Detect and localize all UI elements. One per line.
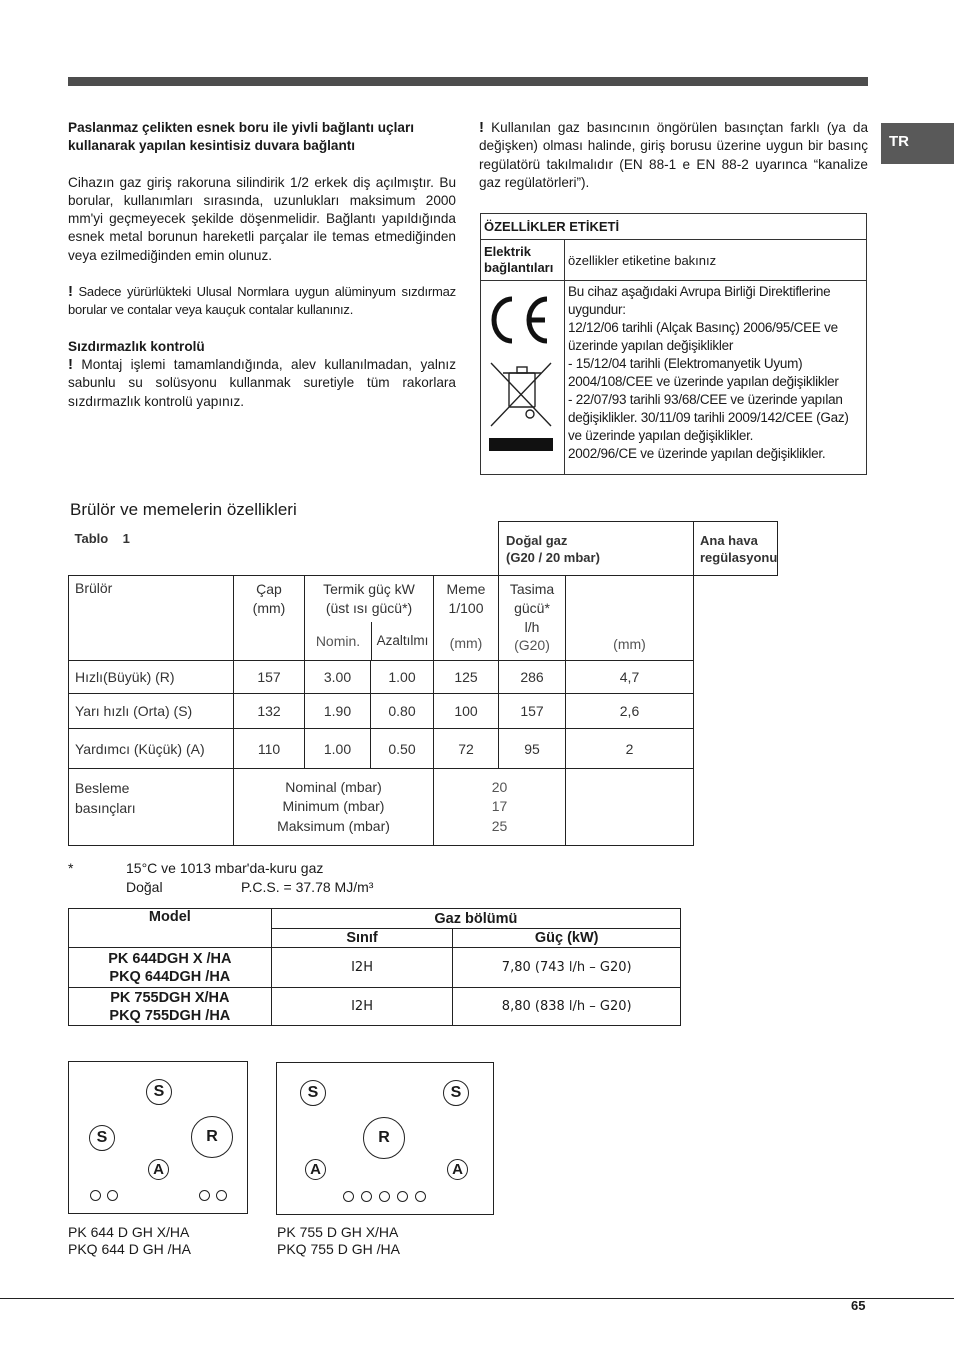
col-burner: Brülör — [69, 576, 234, 661]
col-thermal-sub — [305, 622, 433, 660]
col-diameter: Çap (mm) — [234, 576, 305, 661]
knob-icon — [90, 1190, 101, 1201]
knob-icon — [379, 1191, 390, 1202]
burner-semi-rapid: S — [443, 1080, 469, 1106]
gas-header: Gaz bölümü — [271, 909, 680, 929]
supply-names: Nominal (mbar) Minimum (mbar) Maksimum (mbar) — [234, 769, 434, 846]
burner-auxiliary: A — [148, 1159, 169, 1180]
knob-icon — [107, 1190, 118, 1201]
supply-empty — [566, 769, 694, 846]
row-flow: 95 — [499, 729, 566, 769]
row-reduced: 0.50 — [371, 729, 434, 769]
model-power: 7,80 (743 l/h – G20) — [453, 948, 681, 988]
hob-diagram-5-burner — [276, 1062, 494, 1215]
pressure-note-text: Kullanılan gaz basıncının öngörülen basınçtan farklı (ya da değişken) olması halinde, giriş borusu üzerine uygun bir basınç regülatörü takılmalıdır (EN 88-1 e EN 88-2 uyarınca “kanalize gaz regülatörleri”). — [479, 120, 869, 190]
spec-title: ÖZELLİKLER ETİKETİ — [481, 214, 867, 240]
spec-directives: Bu cihaz aşağıdaki Avrupa Birliği Direktiflerine uygundur: 12/12/06 tarihli (Alçak Basınç) 2006/95/CEE ve üzerinde yapılan değişiklikler - 15/12/04 tarihli (Elektromanyetik Uyum) 2004/108/CEE ve üzerinde yapılan değişiklikler - 22/07/93 tarihli 93/68/CEE ve üzerinde yapılan değişiklikler. 30/11/09 tarihli 2009/142/CEE (Gaz) ve üzerinde yapılan değişiklikler. 2002/96/CE ve üzerinde yapılan değişiklikler. — [565, 281, 867, 475]
model-header: Model — [69, 909, 272, 948]
row-nozzle: 125 — [434, 661, 499, 694]
model-power: 8,80 (838 l/h – G20) — [453, 988, 681, 1026]
burner-table — [68, 521, 778, 846]
row-air: 2,6 — [566, 694, 694, 729]
natural-gas-header: Doğal gaz (G20 / 20 mbar) — [499, 522, 694, 576]
language-tab: TR — [881, 123, 954, 164]
footnote-gas: Doğal — [126, 879, 163, 895]
connection-paragraph: Cihazın gaz giriş rakoruna silindirik 1/2 erkek diş açılmıştır. Bu borular, kullanımları sırasında, uzunlukları maksimum 2000 mm'yi geçmeyecek şekilde döşenmelidir. Bağlantı yapıldığında esnek metal borunun hareketli parçalar ile temas etmediğinden veya ezilmediğinden emin olunuz. — [68, 174, 456, 263]
col-nomin: Nomin. — [315, 633, 361, 649]
table-row — [69, 988, 681, 1026]
col-nozzle-title: Meme 1/100 — [446, 581, 486, 616]
connection-heading: Paslanmaz çelikten esnek boru ile yivli bağlantı uçları kullanarak yapılan kesintisiz duvara bağlantı — [68, 120, 415, 154]
col-flow-unit: (G20) — [514, 637, 550, 653]
col-flow — [499, 576, 566, 661]
diagram-caption: PK 644 D GH X/HA PKQ 644 D GH /HA — [68, 1224, 191, 1257]
footnote-pcs: P.C.S. = 37.78 MJ/m³ — [241, 879, 374, 895]
class-header: Sınıf — [271, 929, 453, 948]
seal-text: Sadece yürürlükteki Ulusal Normlara uygun alüminyum sızdırmaz borular ve contalar veya kauçuk contalar kullanınız. — [68, 284, 456, 318]
spec-electrical-label: Elektrik bağlantıları — [481, 240, 565, 281]
ce-mark-icon — [494, 299, 547, 341]
row-air: 2 — [566, 729, 694, 769]
knob-icon — [397, 1191, 408, 1202]
row-nominal: 3.00 — [305, 661, 371, 694]
model-table — [68, 908, 681, 1026]
ce-weee-marks — [481, 281, 558, 471]
burner-auxiliary: A — [447, 1159, 468, 1180]
air-header: Ana hava regülasyonu — [694, 522, 778, 576]
power-header: Güç (kW) — [453, 929, 681, 948]
warning-mark: ! — [479, 119, 484, 136]
row-diameter: 110 — [234, 729, 305, 769]
page-number: 65 — [851, 1298, 866, 1313]
table-row — [69, 948, 681, 988]
burner-semi-rapid: S — [300, 1080, 326, 1106]
row-nozzle: 100 — [434, 694, 499, 729]
left-column — [68, 119, 456, 429]
supply-values: 20 17 25 — [434, 769, 566, 846]
hob-diagram-4-burner — [68, 1061, 248, 1214]
footnote-mark: * — [68, 860, 74, 876]
col-nozzle — [434, 576, 499, 661]
knob-icon — [343, 1191, 354, 1202]
warning-mark: ! — [68, 355, 73, 373]
col-air — [566, 576, 694, 661]
table-row — [69, 694, 778, 729]
row-reduced: 0.80 — [371, 694, 434, 729]
warning-mark: ! — [68, 283, 73, 301]
model-class: I2H — [271, 948, 453, 988]
knob-icon — [199, 1190, 210, 1201]
spec-marks-cell — [481, 281, 565, 475]
row-air: 4,7 — [566, 661, 694, 694]
specification-label-table — [480, 213, 867, 475]
row-nominal: 1.90 — [305, 694, 371, 729]
leak-heading: Sızdırmazlık kontrolü — [68, 338, 205, 354]
table-row — [69, 661, 778, 694]
row-flow: 286 — [499, 661, 566, 694]
footnote — [68, 859, 373, 897]
col-reduced: Azaltılmı — [371, 622, 433, 660]
table-row — [69, 729, 778, 769]
knob-icon — [415, 1191, 426, 1202]
diagram-caption: PK 755 D GH X/HA PKQ 755 D GH /HA — [277, 1224, 400, 1257]
leak-paragraph — [68, 356, 456, 411]
knob-icon — [216, 1190, 227, 1201]
row-nominal: 1.00 — [305, 729, 371, 769]
header-bar — [68, 77, 868, 86]
burner-rapid: R — [191, 1116, 233, 1158]
footer-line — [0, 1298, 954, 1299]
table-label: Tablo 1 — [74, 530, 130, 546]
burner-section-title: Brülör ve memelerin özellikleri — [70, 500, 297, 519]
col-flow-title: Tasima gücü* l/h — [509, 581, 555, 635]
burner-auxiliary: A — [305, 1159, 326, 1180]
model-name: PK 644DGH X /HA PKQ 644DGH /HA — [69, 948, 272, 988]
supply-label: Besleme basınçları — [69, 769, 234, 846]
footnote-line1: 15°C ve 1013 mbar'da-kuru gaz — [126, 860, 324, 876]
row-diameter: 132 — [234, 694, 305, 729]
row-nozzle: 72 — [434, 729, 499, 769]
burner-rapid: R — [363, 1117, 405, 1159]
burner-semi-rapid: S — [89, 1125, 115, 1151]
burner-semi-rapid: S — [146, 1079, 172, 1105]
row-burner-name: Yarı hızlı (Orta) (S) — [69, 694, 234, 729]
model-name: PK 755DGH X/HA PKQ 755DGH /HA — [69, 988, 272, 1026]
seal-paragraph — [68, 283, 456, 320]
row-flow: 157 — [499, 694, 566, 729]
row-diameter: 157 — [234, 661, 305, 694]
leak-text: Montaj işlemi tamamlandığında, alev kullanılmadan, yalnız sabunlu su solüsyonu kullanmak suretiyle tüm rakorlara sızdırmazlık kontrolü yapınız. — [68, 356, 456, 409]
model-class: I2H — [271, 988, 453, 1026]
row-reduced: 1.00 — [371, 661, 434, 694]
row-burner-name: Yardımcı (Küçük) (A) — [69, 729, 234, 769]
col-air-unit: (mm) — [613, 636, 646, 652]
pressure-note — [479, 119, 868, 192]
weee-bin-icon — [491, 363, 551, 426]
supply-row — [69, 769, 778, 846]
col-thermal-title: Termik güç kW (üst ısı gücü*) — [323, 581, 415, 616]
spec-electrical-value: özellikler etiketine bakınız — [565, 240, 867, 281]
col-nozzle-unit: (mm) — [449, 635, 483, 651]
row-burner-name: Hızlı(Büyük) (R) — [69, 661, 234, 694]
col-thermal — [305, 576, 434, 661]
knob-icon — [361, 1191, 372, 1202]
weee-bar-icon — [489, 438, 553, 451]
